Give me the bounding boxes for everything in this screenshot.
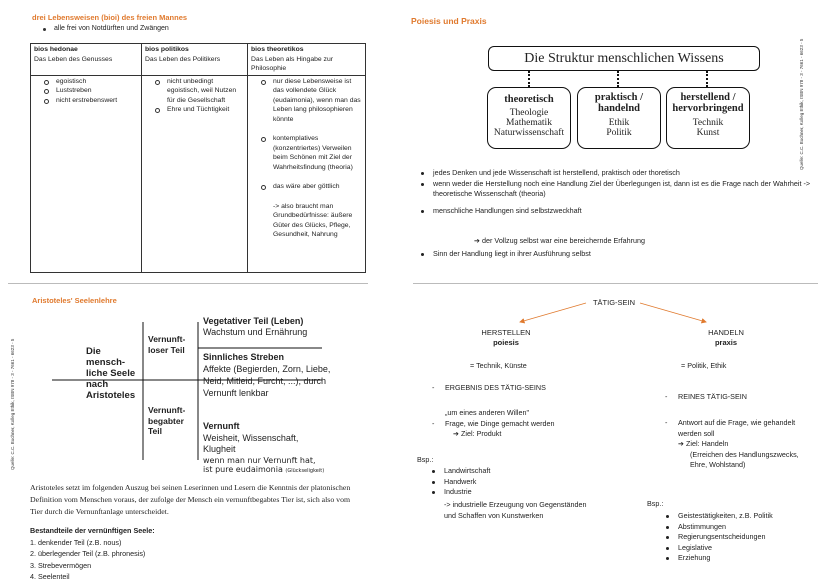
right-result: - REINES TÄTIG-SEIN xyxy=(662,392,828,401)
seelenlehre-title: Aristoteles' Seelenlehre xyxy=(32,296,117,305)
bios-politikos-head: bios politikos Das Leben des Politikers xyxy=(142,44,248,76)
last-bullet: Sinn der Handlung liegt in ihrer Ausführung selbst xyxy=(417,249,812,260)
source-bottom-left: Quelle: C.C. Buchner, Kolleg Ethik, ISBN 978 - 3 - 7661 - 6623 - 5 xyxy=(10,338,15,470)
arrow-icon: ➔ xyxy=(453,429,462,438)
bioi-intro: alle frei von Notdürften und Zwängen xyxy=(32,24,332,34)
poiesis-bullets: jedes Denken und jede Wissenschaft ist herstellend, praktisch oder thoretisch wenn weder die Herstellung noch eine Handlung Ziel der Überlegungen ist, dann ist es die Frage nach der Wahrheit -> theoretische Wissenschaft (theoria) menschliche Handlungen sind selbstzweckhaft xyxy=(417,168,812,216)
left-eq: = Technik, Künste xyxy=(470,361,527,370)
bios-hedonae-cell: egoistisch Luststreben nicht erstrebenswert xyxy=(31,75,142,272)
taetig-sein-center: TÄTIG-SEIN xyxy=(592,298,636,307)
vegetativ-block: Vegetativer Teil (Leben) Wachstum und Ernährung xyxy=(203,316,308,337)
bioi-title: drei Lebensweisen (bioi) des freien Mannes xyxy=(32,13,188,22)
poiesis-praxis-title: Poiesis und Praxis xyxy=(411,16,487,26)
vernunft-block: Vernunft Weisheit, Wissenschaft, Klugheit xyxy=(203,421,299,454)
right-eq: = Politik, Ethik xyxy=(681,361,727,370)
handwritten-note: wenn man nur Vernunft hat, ist pure eudaimonia (Glückseligkeit) xyxy=(203,456,325,474)
bios-theoretikos-head: bios theoretikos Das Leben als Hingabe zur Philosophie xyxy=(248,44,366,76)
aristoteles-paragraph: Aristoteles setzt im folgenden Auszug bei seinen Leserinnen und Lesern die Kenntnis der platonischen Definition vom Menschen voraus, der zufolge der Mensch ein vernunftbegabtes Tier ist, sich also vom Tier durch die Vernunftanlage unterscheidet. xyxy=(30,483,351,516)
part-vernunftbegabt: Vernunft- begabter Teil xyxy=(148,405,186,436)
left-description: „um eines anderen Willen" - Frage, wie Dinge gemacht werden ➔ Ziel: Produkt xyxy=(429,408,599,440)
bios-politikos-cell: nicht unbedingt egoistisch, weil Nutzen für die Gesellschaft Ehre und Tüchtigkeit xyxy=(142,75,248,272)
source-top-right: Quelle: C.C. Buchner, Kolleg Ethik, ISBN 978 - 3 - 7661 - 6623 - 5 xyxy=(799,38,804,170)
bios-hedonae-head: bios hedonae Das Leben des Genusses xyxy=(31,44,142,76)
left-examples: Landwirtschaft Handwerk Industrie xyxy=(428,466,588,498)
left-result: - ERGEBNIS DES TÄTIG-SEINS xyxy=(429,383,828,392)
box-praktisch: praktisch / handelnd Ethik Politik xyxy=(577,87,661,149)
right-examples: Geistestätigkeiten, z.B. Politik Abstimmungen Regierungsentscheidungen Legislative Erziehung xyxy=(662,511,812,564)
diagram-title-box: Die Struktur menschlichen Wissens xyxy=(488,46,760,71)
handeln-head: HANDELN praxis xyxy=(708,328,744,347)
left-bsp: Bsp.: xyxy=(417,455,434,464)
box-herstellend: herstellend / hervorbringend Technik Kunst xyxy=(666,87,750,149)
arrow-icon: ➔ xyxy=(474,236,483,245)
sinnlich-block: Sinnliches Streben Affekte (Begierden, Zorn, Liebe, Neid, Mitleid, Furcht, ...), durch Vernunft lenkbar xyxy=(203,352,331,398)
part-vernunftlos: Vernunft- loser Teil xyxy=(148,334,186,355)
soul-label: Die mensch- liche Seele nach Aristoteles xyxy=(86,346,136,401)
box-theoretisch: theoretisch Theologie Mathematik Naturwissenschaft xyxy=(487,87,571,149)
herstellen-head: HERSTELLEN poiesis xyxy=(481,328,531,347)
arrow-note: ➔ der Vollzug selbst war eine bereichernde Erfahrung xyxy=(474,236,646,245)
arrow-icon: ➔ xyxy=(678,439,687,448)
seele-parts: Bestandteile der vernünftigen Seele: 1. denkender Teil (z.B. nous) 2. überlegender Teil (z.B. phronesis) 3. Strebevermögen 4. Seelenteil xyxy=(30,526,155,581)
right-description: - Antwort auf die Frage, wie gehandelt werden soll ➔ Ziel: Handeln (Erreichen des Handlungszwecks, Ehre, Wohlstand) xyxy=(662,418,802,471)
bios-theoretikos-cell: nur diese Lebensweise ist das vollendete Glück (eudaimonia), wenn man das Leben lang philosophieren könnte kontemplatives (konzentriertes) Verweilen beim Schönen mit Ziel der Wahrheitsfindung (theoria) das wäre aber göttlich -> also braucht man Grundbedürfnisse: äußere Güter des Glücks, Pflege, Gesundheit, Nahrung xyxy=(248,75,366,272)
industry-note: -> industrielle Erzeugung von Gegenständen und Schaffen von Kunstwerken xyxy=(444,500,587,520)
right-bsp: Bsp.: xyxy=(647,499,664,508)
